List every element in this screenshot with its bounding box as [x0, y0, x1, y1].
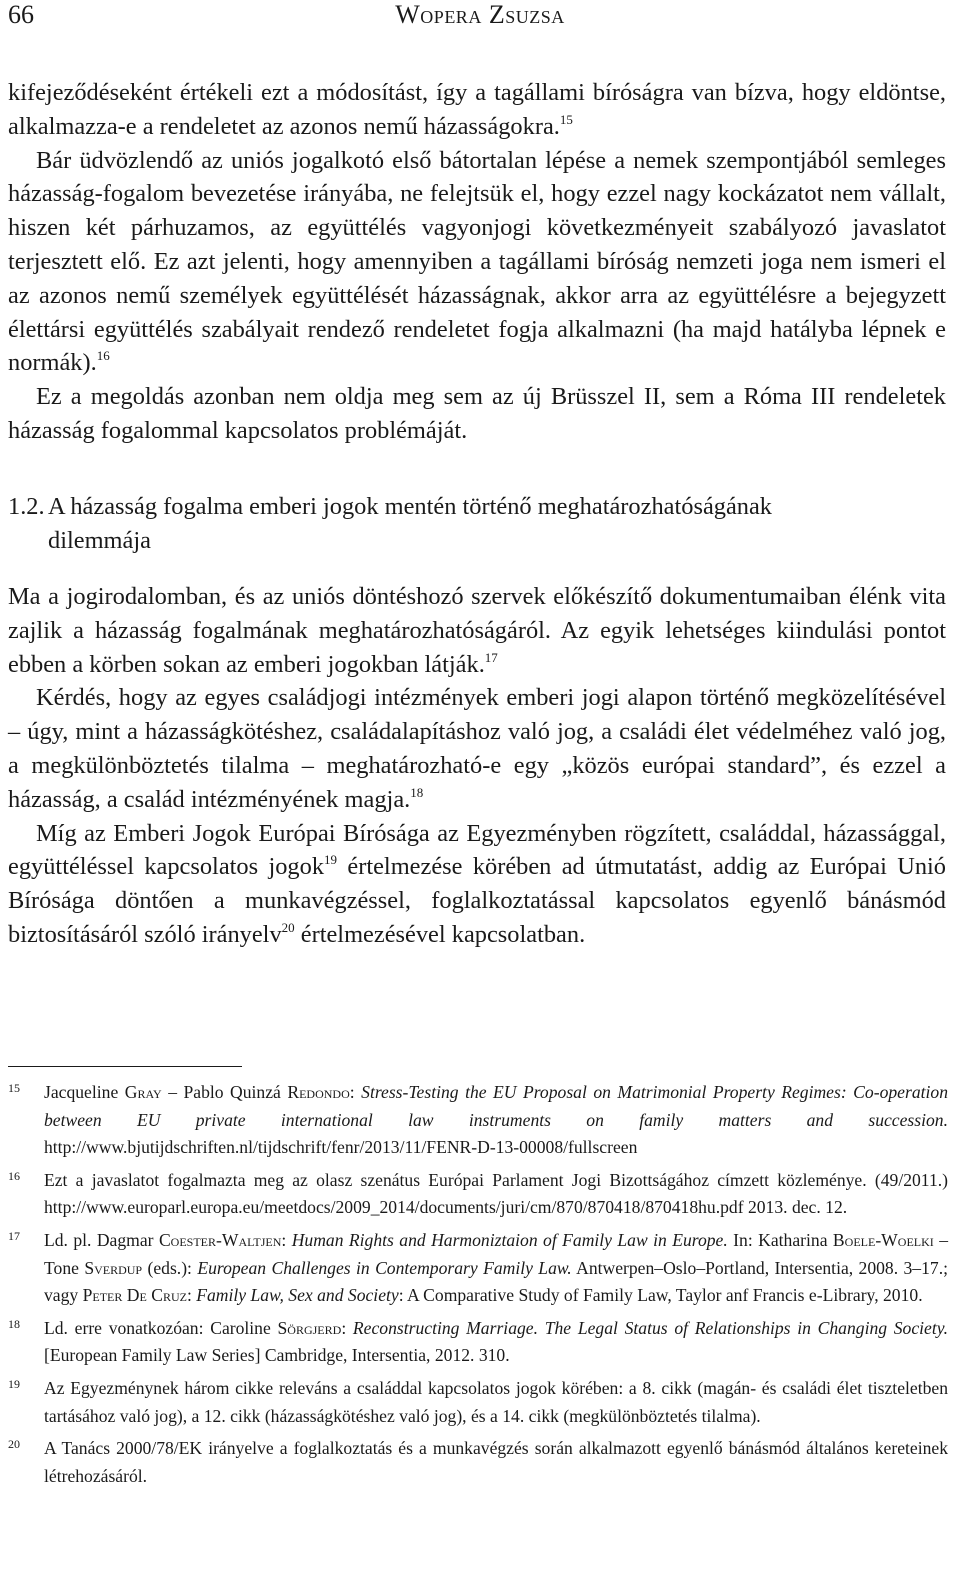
footnote-number: 20	[8, 1437, 20, 1452]
body-text	[8, 76, 946, 448]
section-title-line1: A házasság fogalma emberi jogok mentén történő meghatározhatóságának	[48, 493, 773, 520]
footnote-text: Ezt a javaslatot fogalmazta meg az olasz szenátus Európai Parlament Jogi Bizottságához címzett közleménye. (49/2011.) http://www.europarl.europa.eu/meetdocs/2009_2014/documents/juri/cm/870/870418/870418hu.pdf 2013. dec. 12.	[44, 1169, 948, 1218]
footnote-text: Ld. erre vonatkozóan: Caroline Sörgjerd: Reconstructing Marriage. The Legal Status of Relationships in Changing Society. [European Family Law Series] Cambridge, Intersentia, 2012. 310.	[44, 1317, 948, 1366]
footnote-ref[interactable]: 19	[324, 852, 338, 868]
footnotes	[8, 1079, 948, 1495]
section-number: 1.2.	[8, 493, 45, 520]
footnote-number: 16	[8, 1168, 20, 1183]
page-header	[0, 0, 960, 40]
paragraph: Ez a megoldás azonban nem oldja meg sem az új Brüsszel II, sem a Róma III rendeletek házasság fogalommal kapcsolatos problémáját.	[8, 383, 946, 444]
footnote-number: 15	[8, 1081, 20, 1095]
footnote-ref[interactable]: 18	[410, 784, 424, 800]
paragraph: Bár üdvözlendő az uniós jogalkotó első bátortalan lépése a nemek szempontjából semleges házasság-fogalom bevezetése irányába, ne felejtsük el, hogy ezzel nagy kockázatot nem vállalt, hiszen két párhuzamos, az együttélés vagyonjogi következményeit szabályozó javaslatot terjesztett elő. Ez azt jelenti, hogy amennyiben a tagállami bíróság nemzeti joga nem ismeri el az azonos nemű személyek együttélését házasságnak, akkor arra az együttélésre a bejegyzett élettársi együttélés szabályait rendező rendeletet fogja alkalmazni (ha majd hatályba lépnek e normák).$^{16}$	[8, 146, 946, 377]
footnote	[8, 1315, 948, 1370]
footnote-ref[interactable]: 16	[96, 348, 110, 364]
footnote-number: 19	[8, 1376, 20, 1391]
running-title: Wopera Zsuzsa	[395, 0, 565, 29]
footnote-link[interactable]: http://www.bjutijdschriften.nl/tijdschrift/fenr/2013/11/FENR-D-13-00008/fullscreen	[44, 1137, 638, 1158]
paragraph: Míg az Emberi Jogok Európai Bírósága az Egyezményben rögzített, családdal, házassággal, együttéléssel kapcsolatos jogok$^{19}$ értelmezése körében ad útmutatást, addig az Európai Unió Bírósága döntően a munkavégzéssel, foglalkoztatással kapcsolatos egyenlő bánásmód biztosításáról szóló irányelv$^{20}$ értelmezésével kapcsolatban.	[8, 819, 946, 948]
footnote	[8, 1227, 948, 1310]
footnote-ref[interactable]: 20	[281, 919, 295, 935]
footnote	[8, 1375, 948, 1430]
section-title-line2: dilemmája	[48, 527, 151, 554]
footnote	[8, 1079, 948, 1162]
footnote-number: 17	[8, 1228, 20, 1243]
footnote-text: Jacqueline Gray – Pablo Quinzá Redondo: Stress-Testing the EU Proposal on Matrimonial Property Regimes: Co-operation between EU private international law instruments on family matters and succession. http://www.bjutijdschriften.nl/tijdschrift/fenr/2013/11/FENR-D-13-00008/fullscreen	[44, 1082, 948, 1158]
section-heading	[8, 490, 928, 558]
footnote-text: Az Egyezménynek három cikke releváns a családdal kapcsolatos jogok körében: a 8. cikk (magán- és családi élet tiszteletben tartásához való jog), a 12. cikk (házasságkötéshez való jog), és a 14. cikk (megkülönböztetés tilalma).	[44, 1377, 948, 1426]
paragraph: Ma a jogirodalomban, és az uniós döntéshozó szervek előkészítő dokumentumaiban élénk vita zajlik a házasság fogalmának meghatározhatóságáról. Az egyik lehetséges kiindulási pontot ebben a körben sokan az emberi jogokban látják.$^{17}$	[8, 583, 946, 678]
paragraph: kifejeződéseként értékeli ezt a módosítást, így a tagállami bíróságra van bízva, hogy eldöntse, alkalmazza-e a rendeletet az azonos nemű házasságokra.$^{15}$	[8, 79, 946, 140]
section-text	[8, 580, 946, 952]
footnote-divider	[8, 1066, 242, 1067]
footnote-ref[interactable]: 17	[484, 649, 498, 665]
page-number: 66	[8, 0, 34, 29]
footnote-text: A Tanács 2000/78/EK irányelve a foglalkoztatás és a munkavégzés során alkalmazott egyenlő bánásmód általános kereteinek létrehozásáról.	[44, 1438, 948, 1486]
footnote-number: 18	[8, 1316, 20, 1331]
footnote	[8, 1167, 948, 1222]
paragraph: Kérdés, hogy az egyes családjogi intézmények emberi jogi alapon történő megközelítésével – úgy, mint a házasságkötéshez, családalapításhoz való jog, a családi élet védelméhez való jog, a megkülönböztetés tilalma – meghatározható-e egy „közös európai standard”, és ezzel a házasság, a család intézményének magja.$^{18}$	[8, 684, 946, 813]
footnote-text: Ld. pl. Dagmar Coester-Waltjen: Human Rights and Harmoniztaion of Family Law in Europe. In: Katharina Boele-Woelki – Tone Sverdup (eds.): European Challenges in Contemporary Family Law. Antwerpen–Oslo–Portland, Intersentia, 2008. 3–17.; vagy Peter De Cruz: Family Law, Sex and Society: A Comparative Study of Family Law, Taylor anf Francis e-Library, 2010.	[44, 1229, 948, 1306]
footnote-ref[interactable]: 15	[559, 111, 573, 127]
footnote	[8, 1435, 948, 1490]
